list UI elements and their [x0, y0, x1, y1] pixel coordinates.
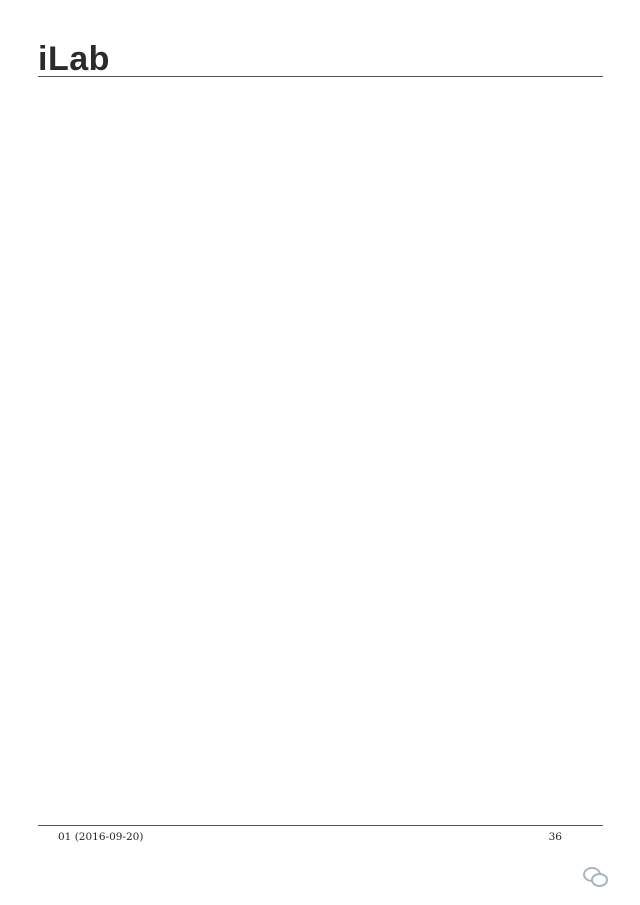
section-4-6-2-heading	[38, 235, 603, 255]
header-divider	[38, 76, 603, 77]
document-version: 01 (2016-09-20)	[58, 831, 144, 843]
section-4-6-1-heading	[38, 155, 603, 175]
watermark-right	[583, 867, 614, 887]
section-4-6-1-paragraph-1	[38, 185, 603, 200]
section-4-6-heading	[38, 125, 603, 149]
wechat-icon	[583, 867, 609, 887]
page-number: 36	[548, 831, 562, 843]
intro-paragraph	[38, 86, 603, 101]
section-4-6-1-paragraph-2	[38, 210, 603, 225]
ilab-logo: iLab	[38, 40, 110, 78]
document-body	[38, 86, 603, 290]
section-4-6-2-paragraph-1	[38, 265, 603, 280]
footer-divider	[38, 825, 603, 826]
